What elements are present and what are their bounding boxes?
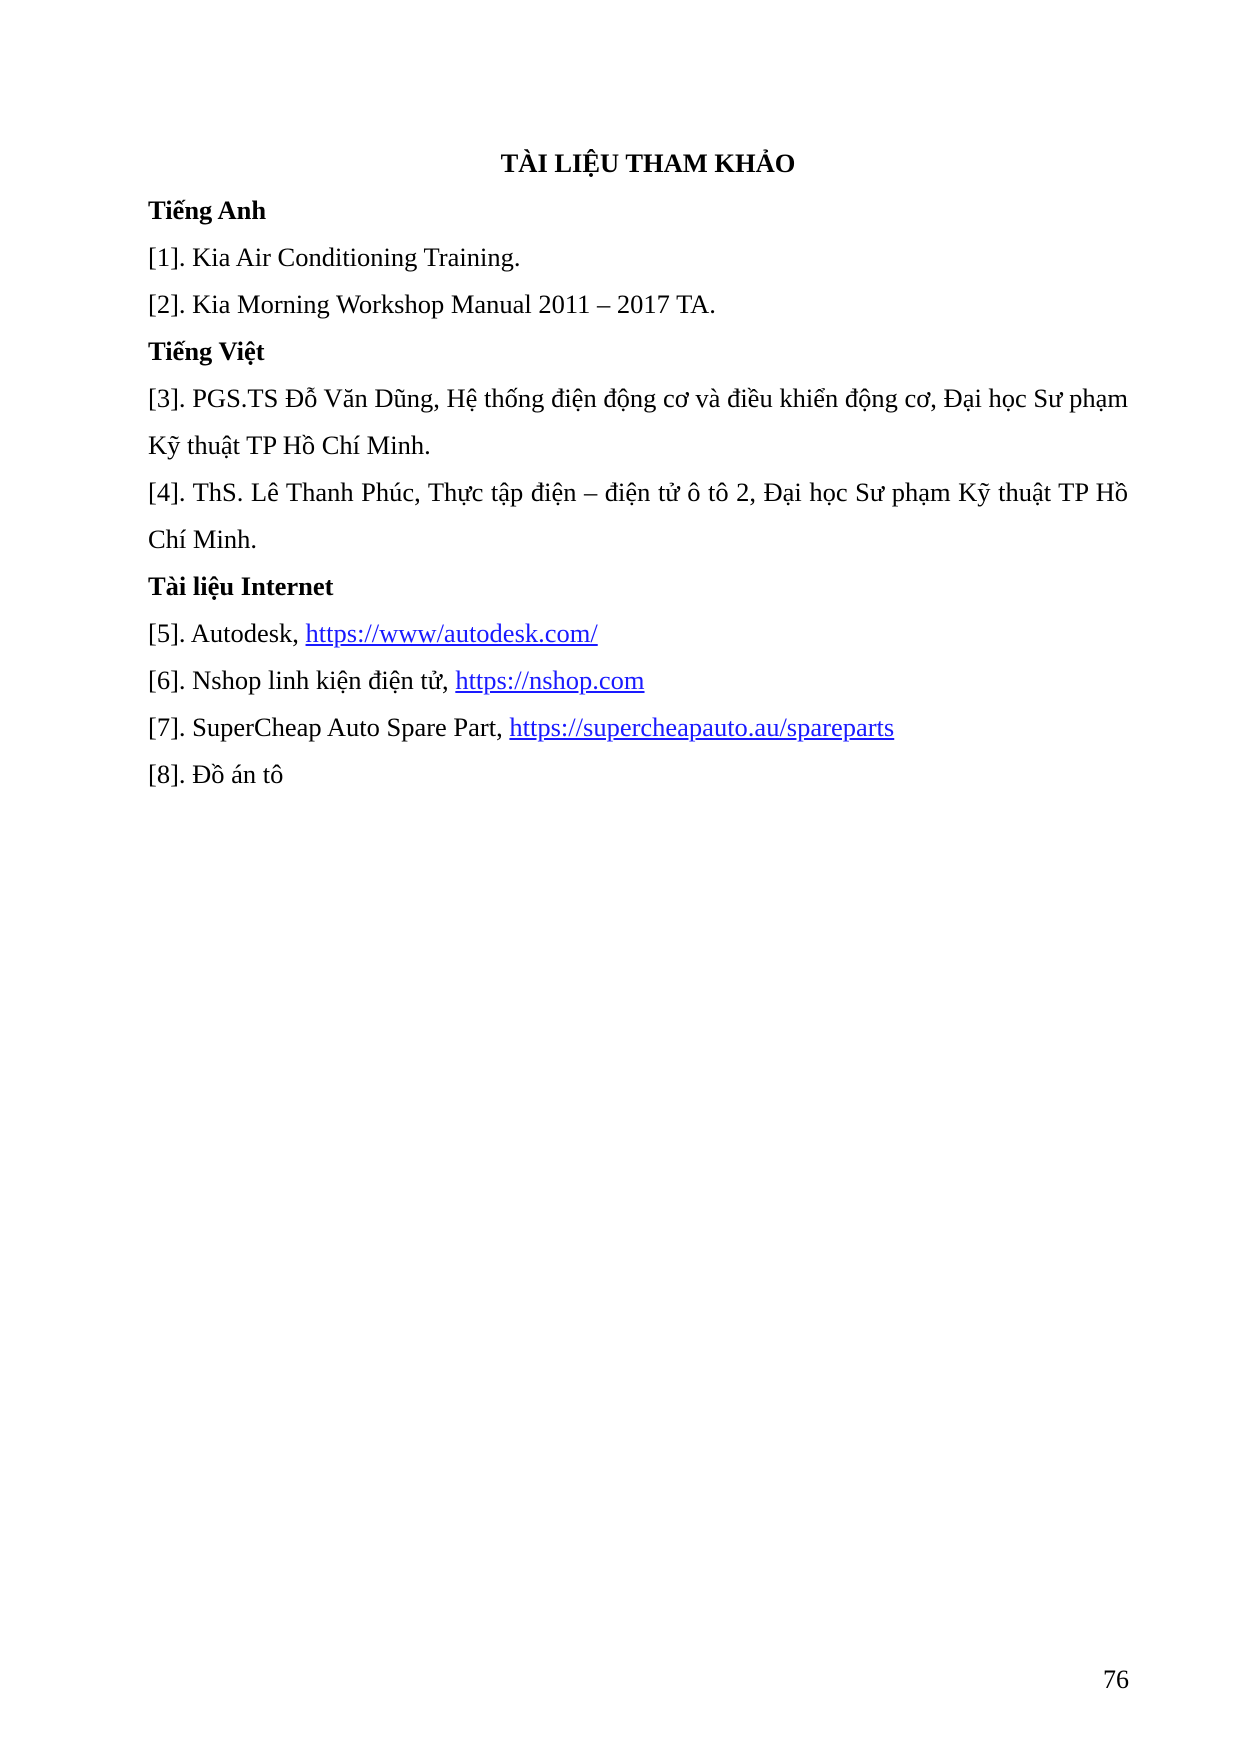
reference-text: Kia Air Conditioning Training. (192, 242, 521, 272)
page-number: 76 (1103, 1665, 1129, 1694)
reference-text: ThS. Lê Thanh Phúc, Thực tập điện – điện tử ô tô 2, Đại học Sư phạm Kỹ thuật TP Hồ Chí Minh. (148, 477, 1128, 554)
reference-item-5 (148, 610, 1128, 657)
reference-text: Autodesk, (190, 618, 299, 648)
reference-text: Kia Morning Workshop Manual 2011 – 2017 TA. (192, 289, 716, 319)
section-heading-vietnamese: Tiếng Việt (148, 336, 265, 366)
reference-link-nshop[interactable]: https://nshop.com (455, 665, 645, 695)
section-heading-internet: Tài liệu Internet (148, 571, 334, 601)
section-heading-english: Tiếng Anh (148, 195, 267, 225)
reference-item-7 (148, 704, 1128, 751)
reference-text: Nshop linh kiện điện tử, (192, 665, 449, 695)
reference-number: [1]. (148, 242, 186, 272)
reference-item-1 (148, 234, 1128, 281)
page-title: TÀI LIỆU THAM KHẢO (500, 148, 796, 178)
reference-number: [5]. (148, 618, 186, 648)
reference-item-3 (148, 375, 1128, 469)
reference-number: [3]. (148, 383, 186, 413)
reference-link-supercheap[interactable]: https://supercheapauto.au/spareparts (509, 712, 895, 742)
reference-text: Đồ án tô (192, 759, 284, 789)
reference-number: [4]. (148, 477, 186, 507)
references-page (148, 140, 1128, 798)
reference-item-6 (148, 657, 1128, 704)
reference-number: [2]. (148, 289, 186, 319)
reference-number: [6]. (148, 665, 186, 695)
reference-text: SuperCheap Auto Spare Part, (192, 712, 503, 742)
reference-item-2 (148, 281, 1128, 328)
reference-number: [7]. (148, 712, 186, 742)
reference-number: [8]. (148, 759, 186, 789)
reference-text: PGS.TS Đỗ Văn Dũng, Hệ thống điện động cơ và điều khiển động cơ, Đại học Sư phạm Kỹ thuật TP Hồ Chí Minh. (148, 383, 1129, 460)
reference-item-8 (148, 751, 1128, 798)
reference-link-autodesk[interactable]: https://www/autodesk.com/ (305, 618, 598, 648)
reference-item-4 (148, 469, 1128, 563)
